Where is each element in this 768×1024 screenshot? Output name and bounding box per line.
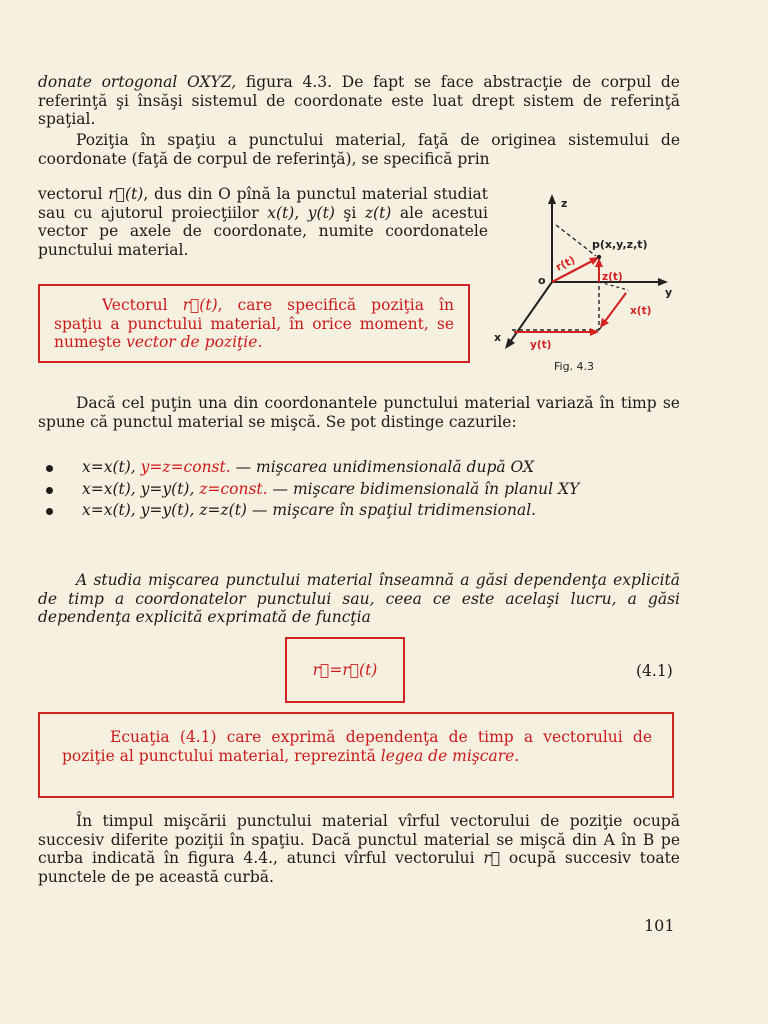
text: Vectorul — [102, 296, 183, 314]
dash: — — [246, 501, 273, 519]
x-axis-arrow — [505, 338, 515, 349]
italic-text: donate ortogonal OXYZ, — [38, 73, 237, 91]
equation-highlight: y=z=const. — [135, 458, 231, 476]
case-description: mişcare bidimensională în planul XY — [292, 479, 580, 498]
point-p-label: p(x,y,z,t) — [592, 238, 648, 251]
list-item — [38, 458, 680, 477]
z-axis-label: z — [561, 197, 568, 210]
equation-highlight: z=const. — [194, 479, 268, 498]
list-item — [38, 480, 680, 499]
x-axis — [508, 282, 552, 345]
defined-term: legea de mişcare. — [380, 746, 520, 765]
math-y: y(t) — [307, 203, 335, 222]
equation: x=x(t), y=y(t), z=z(t) — [82, 501, 247, 519]
figure-4-3 — [478, 190, 688, 380]
bullet-icon — [46, 487, 53, 494]
dash: — — [267, 479, 293, 498]
dash: — — [230, 458, 257, 476]
motion-cases-list — [38, 458, 680, 523]
x-projection-arrow — [603, 293, 626, 324]
zt-label: z(t) — [602, 271, 623, 283]
yt-label: y(t) — [530, 339, 552, 351]
figure-caption: Fig. 4.3 — [554, 360, 595, 373]
equation: x=x(t), — [82, 458, 136, 476]
rt-label: r(t) — [554, 254, 578, 274]
equation: x=x(t), y=y(t), — [82, 479, 195, 498]
projection-line — [599, 282, 628, 290]
text: ocupă succesiv toate punctele de pe această curbă. — [38, 849, 680, 886]
text: figura 4.3. De fapt se face abstracţie de corpul de referinţă şi însăşi sistemul de coordonate este luat drept sistem de referinţă spaţial. — [38, 73, 680, 128]
defined-term: vector de poziţie. — [126, 333, 263, 351]
text: vectorul — [38, 185, 109, 203]
paragraph-trajectory — [38, 812, 680, 886]
math-x: x(t) — [267, 203, 295, 222]
vector-symbol: r⃗(t) — [108, 185, 144, 203]
x-projection-arrowhead — [600, 318, 609, 328]
text: În timpul mişcării punctului material vîrful vectorului de poziţie ocupă succesiv diferite poziţii în spaţiu. Dacă punctul material se mişcă din A în B pe curba indicată în figura 4.4., atunci vîrful vectorului — [38, 812, 680, 867]
paragraph-study-motion: A studia mişcarea punctului material înseamnă a găsi dependenţa explicită de timp a coordonatelor punctului sau, ceea ce este acelaşi lucru, a găsi dependenţa explicită exprimată de funcţia — [38, 571, 680, 626]
text: , care specifică poziţia în spaţiu a punctului material, în orice moment, se numeşte — [54, 296, 454, 351]
vector-symbol: r⃗(t) — [182, 296, 218, 314]
definition-box-position-vector — [38, 284, 470, 363]
origin-label: o — [538, 274, 546, 287]
paragraph-intro — [38, 73, 680, 129]
paragraph-position: Poziţia în spaţiu a punctului material, faţă de originea sistemului de coordonate (faţă de corpul de referinţă), se specifică prin — [38, 131, 680, 168]
text: şi — [334, 203, 365, 222]
text: Ecuaţia (4.1) care exprimă dependenţa de timp a vectorului de poziţie al punctului material, reprezintă — [62, 728, 652, 765]
equation-box — [285, 637, 405, 703]
case-description: mişcarea unidimensională după OX — [256, 458, 535, 476]
equation-number: (4.1) — [636, 662, 673, 680]
paragraph-vector — [38, 185, 488, 259]
y-axis-arrow — [658, 278, 668, 286]
page-number: 101 — [644, 916, 675, 935]
paragraph-motion: Dacă cel puţin una din coordonantele punctului material variază în timp se spune că punctul material se mişcă. Se pot distinge cazurile: — [38, 394, 680, 431]
y-axis-label: y — [665, 286, 673, 299]
bullet-icon — [46, 508, 53, 515]
bullet-icon — [46, 465, 53, 472]
vector-symbol: r⃗ — [483, 849, 501, 867]
x-axis-label: x — [494, 331, 502, 344]
text: , — [294, 203, 308, 222]
text: ale acestui vector pe axele de coordonate, numite coordonatele punctului material. — [38, 203, 489, 259]
math-z: z(t) — [364, 203, 392, 222]
z-axis-arrow — [548, 194, 556, 204]
point-p — [597, 255, 601, 259]
equation-text: r⃗=r⃗(t) — [312, 660, 378, 679]
projection-line — [556, 225, 596, 256]
text: , dus din O pînă la punctul material studiat sau cu ajutorul proiecţiilor — [38, 185, 489, 222]
list-item — [38, 501, 680, 520]
definition-box-law-of-motion — [38, 712, 674, 798]
xt-label: x(t) — [630, 305, 652, 317]
case-description: mişcare în spaţiul tridimensional. — [272, 501, 537, 519]
y-projection-arrowhead — [590, 328, 599, 336]
